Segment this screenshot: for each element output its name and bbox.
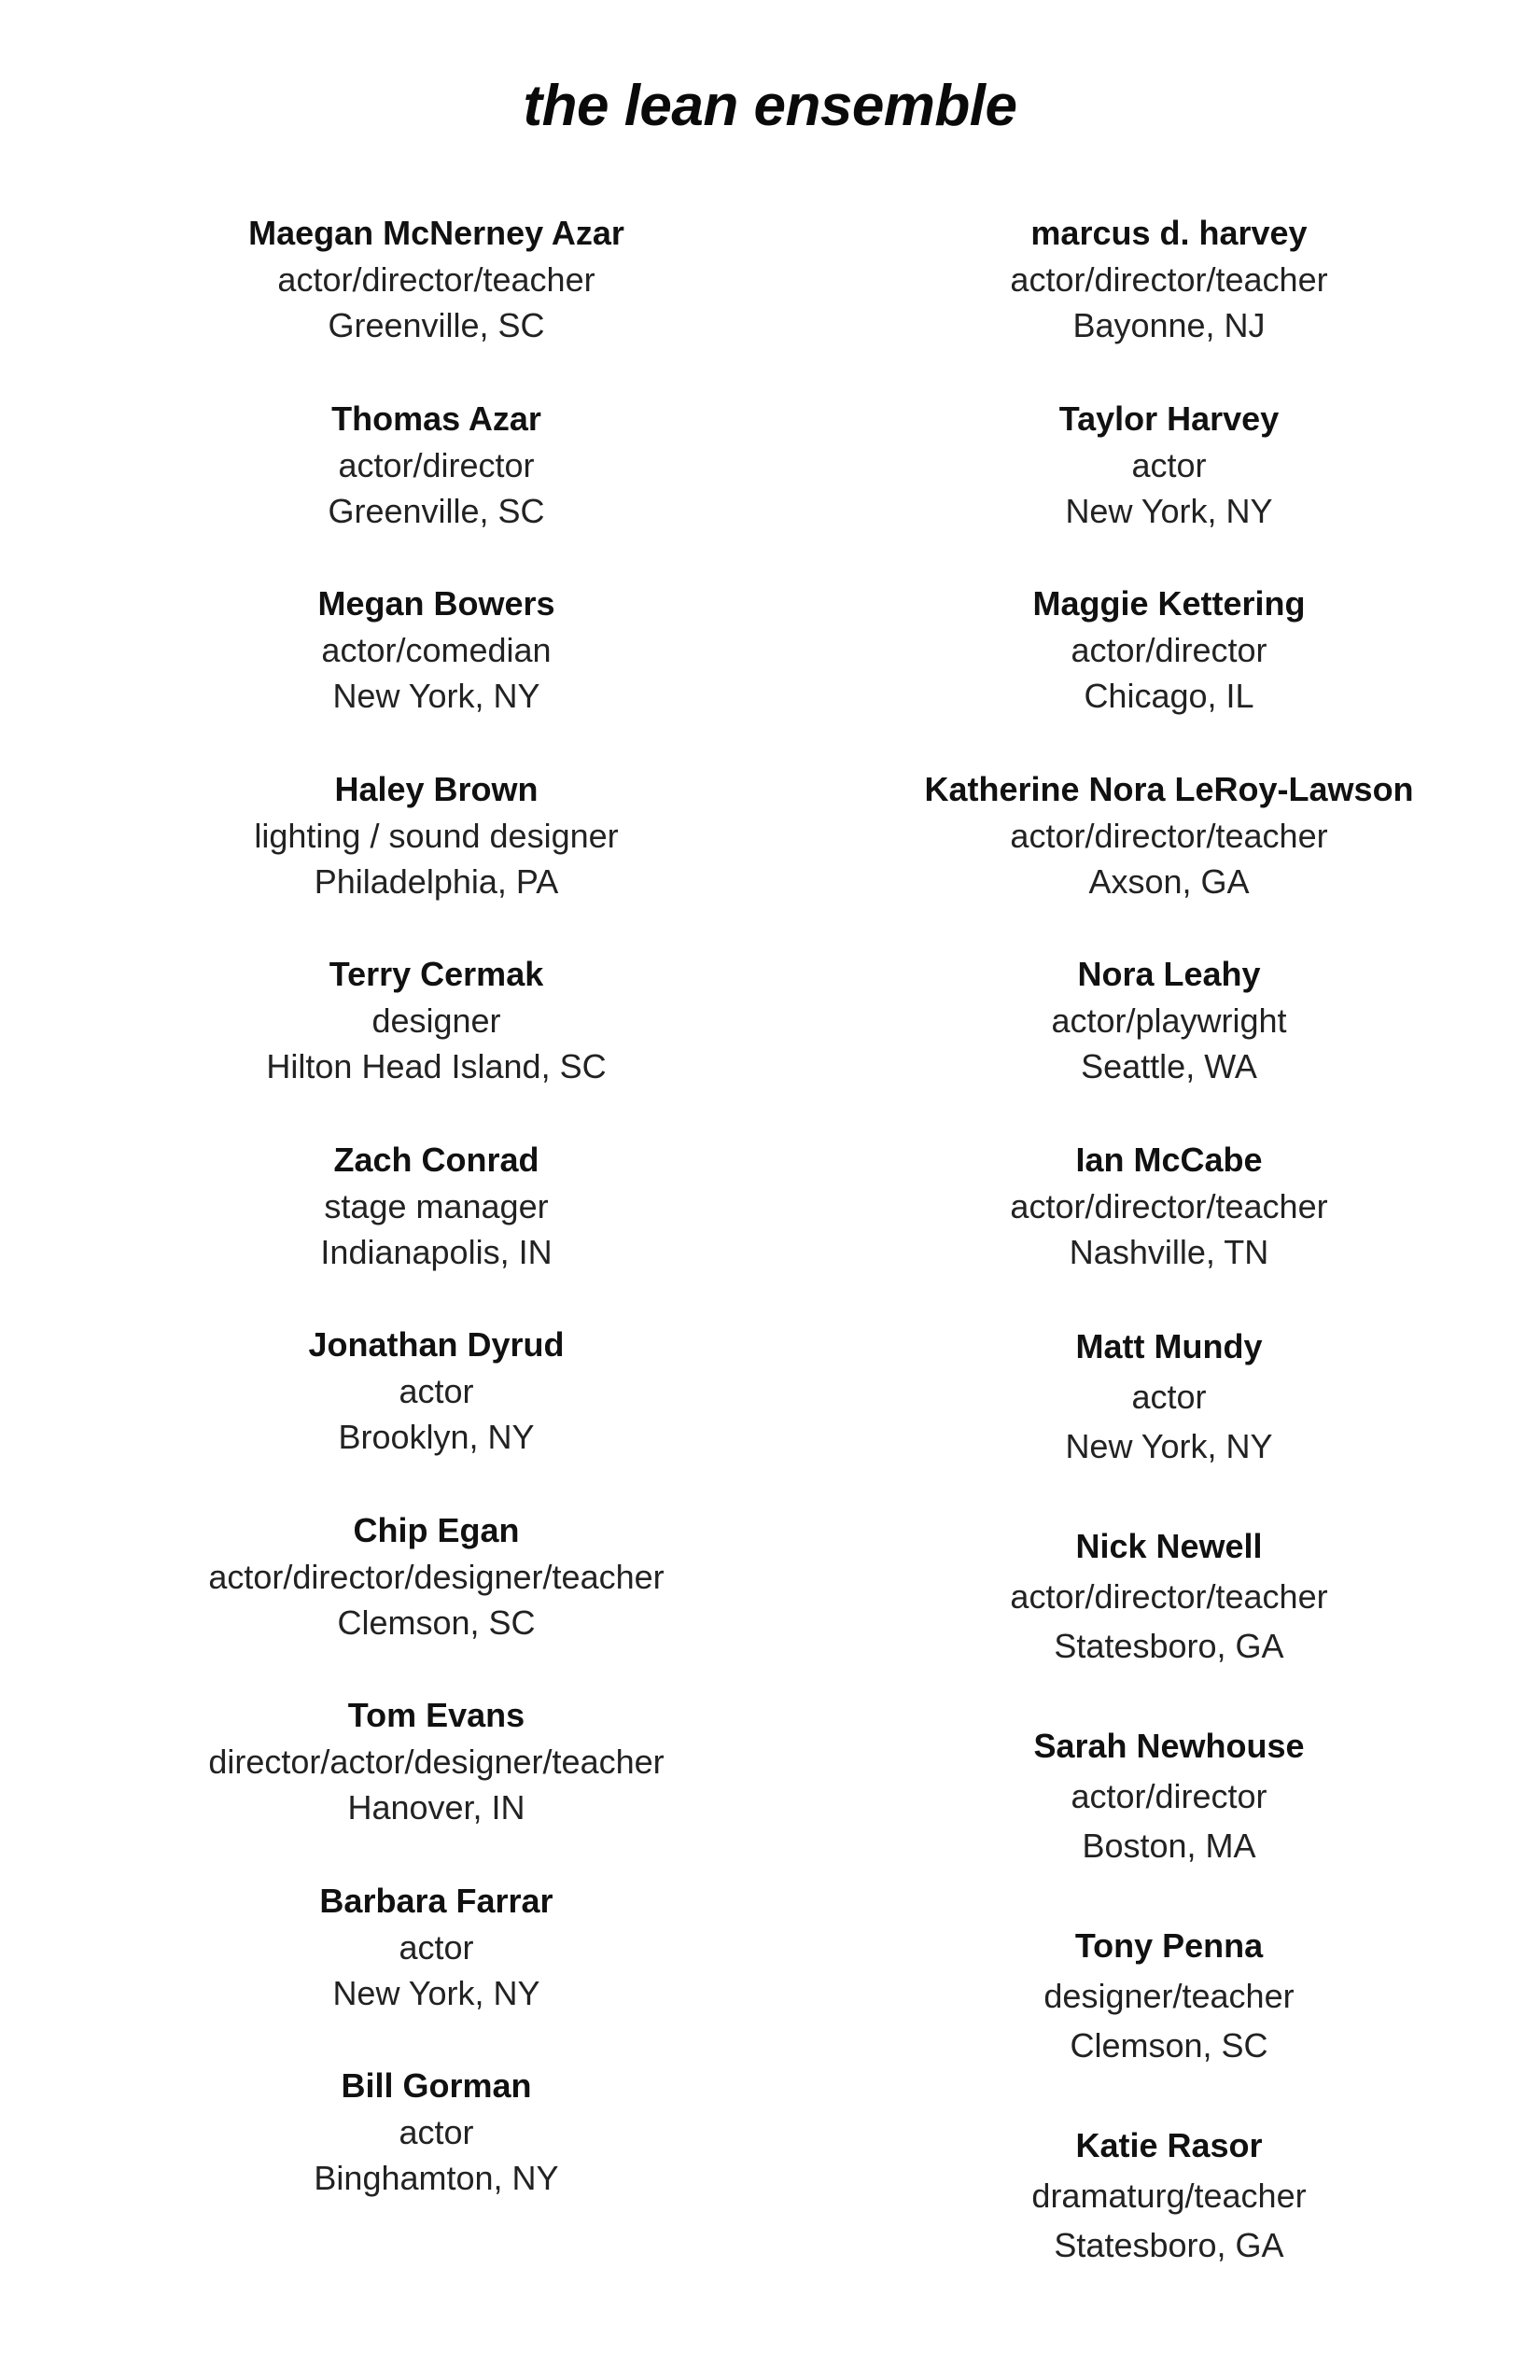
member-role: actor/director	[1071, 1777, 1267, 1815]
member-role: actor	[399, 2113, 474, 2151]
member-name: Maggie Kettering	[1032, 584, 1306, 623]
member-entry	[47, 1137, 826, 1323]
page-title: the lean ensemble	[523, 74, 1017, 138]
member-role: actor/director/teacher	[1010, 1186, 1328, 1225]
member-name: Haley Brown	[334, 769, 539, 808]
member-entry	[784, 581, 1540, 766]
member-role: actor/comedian	[321, 631, 552, 669]
member-name: Bill Gorman	[341, 2066, 532, 2105]
member-entry	[47, 581, 826, 766]
member-role: actor	[399, 1372, 474, 1410]
member-entry	[47, 1322, 826, 1507]
member-location: New York, NY	[1065, 1427, 1273, 1465]
member-role: dramaturg/teacher	[1031, 2177, 1307, 2215]
member-location: Indianapolis, IN	[320, 1232, 553, 1271]
member-role: actor/director	[338, 445, 535, 484]
member-location: Statesboro, GA	[1054, 2226, 1284, 2264]
member-role: actor/director	[1071, 631, 1267, 669]
member-location: Hanover, IN	[347, 1788, 525, 1827]
member-name: Matt Mundy	[1075, 1327, 1263, 1365]
member-name: Barbara Farrar	[319, 1881, 553, 1920]
member-location: Seattle, WA	[1081, 1047, 1257, 1085]
member-name: Maegan McNerney Azar	[248, 214, 624, 252]
member-role: actor	[399, 1927, 474, 1967]
member-entry	[47, 396, 826, 581]
member-entry	[784, 1721, 1540, 1921]
member-role: lighting / sound designer	[254, 816, 619, 855]
right-column	[784, 210, 1540, 2320]
member-entry	[784, 1137, 1540, 1323]
member-role: actor/director/teacher	[1010, 1577, 1328, 1616]
member-location: Chicago, IL	[1084, 677, 1254, 715]
member-entry	[784, 2121, 1540, 2320]
member-location: New York, NY	[332, 1973, 540, 2012]
member-entry	[784, 1521, 1540, 1721]
member-name: Tom Evans	[347, 1696, 525, 1734]
member-role: actor/director/teacher	[1010, 816, 1328, 855]
member-location: Brooklyn, NY	[338, 1418, 535, 1456]
member-entry	[47, 766, 826, 952]
member-role: director/actor/designer/teacher	[208, 1743, 665, 1781]
member-entry	[47, 2063, 826, 2248]
member-role: actor	[1131, 1378, 1207, 1416]
member-name: Chip Egan	[353, 1510, 520, 1549]
member-role: designer	[371, 1001, 501, 1040]
member-location: Bayonne, NJ	[1072, 306, 1266, 344]
member-name: Thomas Azar	[331, 399, 541, 438]
member-name: marcus d. harvey	[1030, 214, 1308, 252]
member-name: Katie Rasor	[1075, 2126, 1263, 2164]
member-location: Boston, MA	[1082, 1827, 1256, 1865]
member-location: Statesboro, GA	[1054, 1627, 1284, 1665]
member-location: New York, NY	[1065, 491, 1273, 530]
member-name: Tony Penna	[1074, 1926, 1264, 1965]
member-name: Sarah Newhouse	[1033, 1727, 1305, 1765]
member-entry	[784, 396, 1540, 581]
member-entry	[784, 951, 1540, 1137]
member-role: designer/teacher	[1043, 1977, 1295, 2015]
member-name: Nick Newell	[1075, 1527, 1263, 1565]
member-role: actor/director/designer/teacher	[208, 1557, 665, 1596]
left-column	[47, 210, 826, 2248]
member-location: Binghamton, NY	[314, 2159, 559, 2197]
member-role: actor/director/teacher	[277, 260, 595, 299]
member-location: Greenville, SC	[328, 306, 545, 344]
member-entry	[47, 1692, 826, 1878]
member-location: Greenville, SC	[328, 491, 545, 530]
member-role: stage manager	[324, 1186, 549, 1225]
member-entry	[47, 1878, 826, 2064]
member-location: Philadelphia, PA	[314, 861, 559, 901]
member-role: actor	[1131, 445, 1207, 484]
member-location: New York, NY	[332, 677, 540, 715]
member-location: Clemson, SC	[1070, 2026, 1268, 2065]
member-location: Clemson, SC	[337, 1603, 536, 1642]
member-entry	[47, 210, 826, 396]
member-entry	[784, 1322, 1540, 1521]
member-name: Taylor Harvey	[1058, 399, 1280, 438]
member-entry	[784, 210, 1540, 396]
member-name: Katherine Nora LeRoy-Lawson	[924, 769, 1414, 808]
member-name: Nora Leahy	[1077, 955, 1261, 993]
member-location: Axson, GA	[1088, 861, 1250, 901]
member-name: Megan Bowers	[317, 584, 555, 623]
member-name: Zach Conrad	[333, 1140, 539, 1179]
member-location: Hilton Head Island, SC	[266, 1047, 607, 1085]
member-entry	[47, 951, 826, 1137]
member-entry	[47, 1507, 826, 1693]
member-name: Jonathan Dyrud	[308, 1325, 565, 1364]
member-name: Ian McCabe	[1075, 1140, 1263, 1179]
member-location: Nashville, TN	[1069, 1232, 1269, 1271]
member-role: actor/director/teacher	[1010, 260, 1328, 299]
member-entry	[784, 1921, 1540, 2121]
member-entry	[784, 766, 1540, 952]
member-role: actor/playwright	[1051, 1001, 1287, 1040]
member-name: Terry Cermak	[329, 955, 544, 993]
